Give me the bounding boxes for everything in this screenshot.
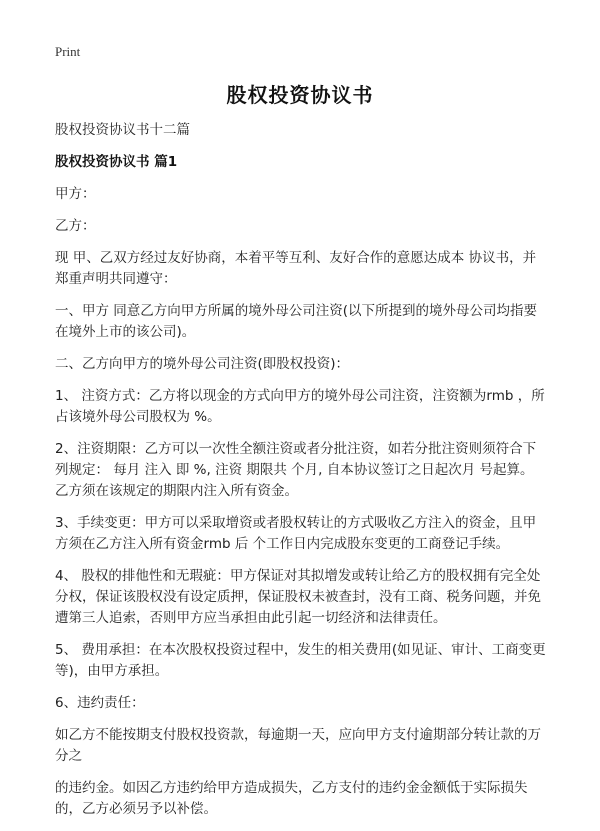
breach-paragraph-part2: 的违约金。如因乙方违约给甲方造成损失，乙方支付的违约金金额低于实际损失的，乙方必须另予以补偿。	[55, 780, 528, 817]
document-subtitle: 股权投资协议书十二篇	[55, 122, 190, 138]
clause-2-1: 1、 注资方式：乙方将以现金的方式向甲方的境外母公司注资，注资额为rmb ，所占该境外母公司股权为 %。	[55, 388, 545, 425]
clause-2-3: 3、手续变更：甲方可以采取增资或者股权转让的方式吸收乙方注入的资金，且甲方须在乙方注入所有资金rmb 后 个工作日内完成股东变更的工商登记手续。	[55, 515, 537, 552]
clause-2-heading: 二、乙方向甲方的境外母公司注资(即股权投资)：	[55, 356, 350, 372]
preamble-paragraph: 现 甲、乙双方经过友好协商，本着平等互利、友好合作的意愿达成本 协议书，并郑重声明共同遵守：	[55, 250, 537, 287]
print-link[interactable]: Print	[55, 44, 81, 59]
clause-1: 一、甲方 同意乙方向甲方所属的境外母公司注资(以下所提到的境外母公司均指要在境外上市的该公司)。	[55, 303, 538, 340]
clause-2-6-heading: 6、违约责任：	[55, 695, 145, 711]
party-a-line: 甲方：	[55, 186, 96, 202]
clause-2-2: 2、注资期限：乙方可以一次性全额注资或者分批注资，如若分批注资则须符合下列规定： 每月 注入 即 %, 注资 期限共 个月, 自本协议签订之日起次月 号起算。 乙方须在该规定的期限内注入所有资金。	[55, 441, 537, 499]
document-body	[55, 120, 547, 831]
breach-paragraph-part1: 如乙方不能按期支付股权投资款，每逾期一天，应向甲方支付逾期部分转让款的万分之	[55, 727, 541, 764]
party-b-line: 乙方：	[55, 218, 96, 234]
clause-2-5: 5、 费用承担：在本次股权投资过程中，发生的相关费用(如见证、审计、工商变更等)，由甲方承担。	[55, 642, 546, 679]
document-title: 股权投资协议书	[226, 83, 374, 107]
clause-2-4: 4、 股权的排他性和无瑕疵：甲方保证对其拟增发或转让给乙方的股权拥有完全处分权，保证该股权没有设定质押，保证股权未被查封，没有工商、税务问题，并免遭第三人追索，否则甲方应当承担由此引起一切经济和法律责任。	[55, 568, 541, 626]
section-heading: 股权投资协议书 篇1	[55, 154, 178, 170]
